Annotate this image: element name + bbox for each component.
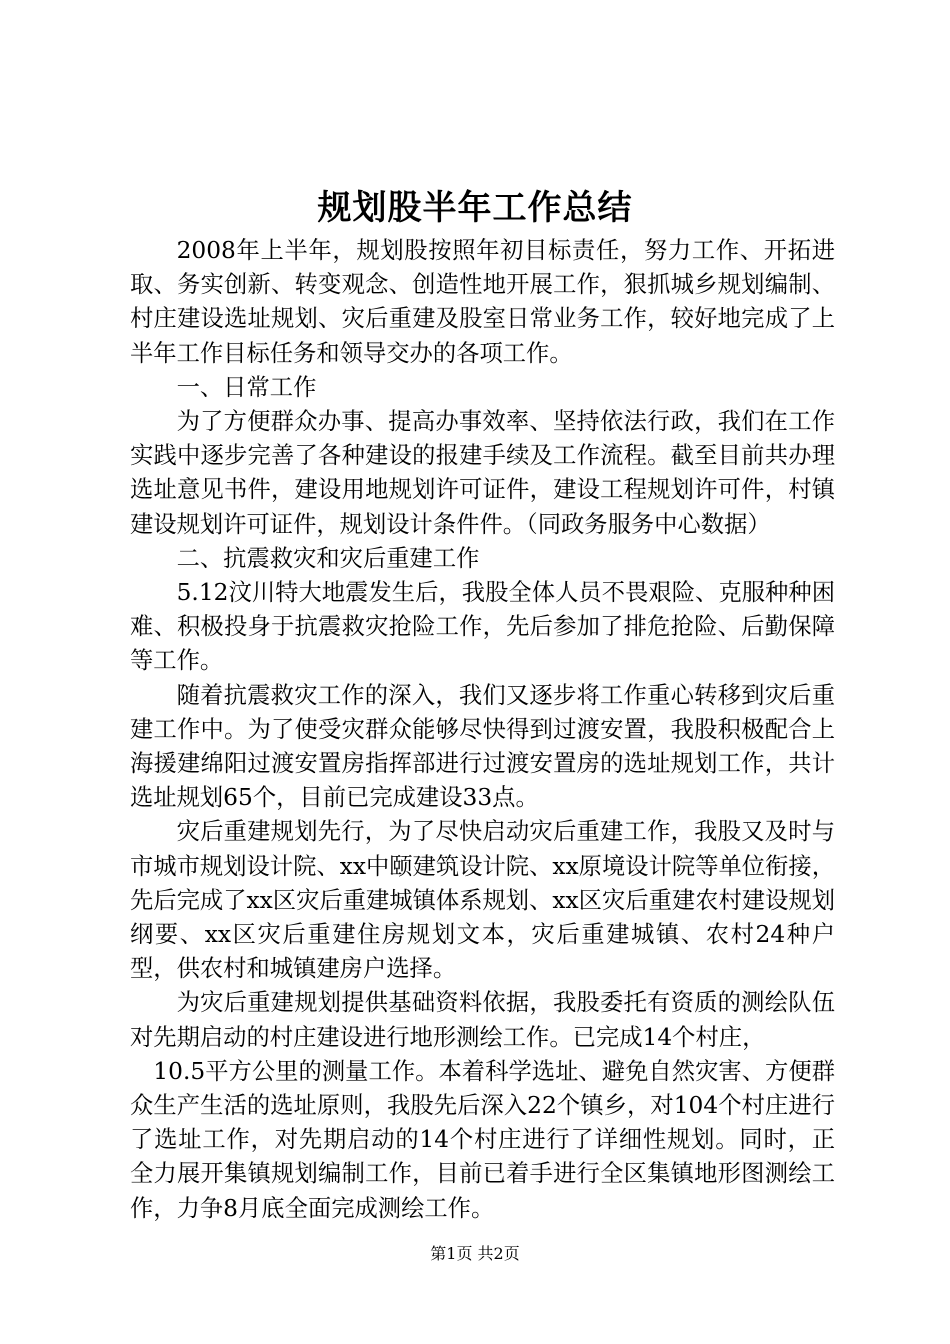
paragraph-daily-work: 为了方便群众办事、提高办事效率、坚持依法行政，我们在工作实践中逐步完善了各种建设的报建手续及工作流程。截至目前共办理选址意见书件，建设用地规划许可证件，建设工程规划许可件，村镇建设规划许可证件，规划设计条件件。（同政务服务中心数据）: [130, 408, 835, 538]
document-title: 规划股半年工作总结: [317, 188, 633, 228]
section-heading-daily-work: 一、日常工作: [176, 373, 317, 401]
page-footer: 第1页 共2页: [430, 1244, 520, 1263]
document-body: [130, 234, 835, 1226]
section-heading-earthquake-relief: 二、抗震救灾和灾后重建工作: [176, 544, 480, 572]
paragraph-reconstruction-planning: 灾后重建规划先行，为了尽快启动灾后重建工作，我股又及时与市城市规划设计院、xx中颐建筑设计院、xx原境设计院等单位衔接，先后完成了xx区灾后重建城镇体系规划、xx区灾后重建农村建设规划纲要、xx区灾后重建住房规划文本，灾后重建城镇、农村24种户型，供农村和城镇建房户选择。: [130, 818, 835, 983]
paragraph-earthquake-response: 5.12汶川特大地震发生后，我股全体人员不畏艰险、克服种种困难、积极投身于抗震救灾抢险工作，先后参加了排危抢险、后勤保障等工作。: [130, 579, 835, 675]
paragraph-transitional-housing: 随着抗震救灾工作的深入，我们又逐步将工作重心转移到灾后重建工作中。为了使受灾群众能够尽快得到过渡安置，我股积极配合上海援建绵阳过渡安置房指挥部进行过渡安置房的选址规划工作，共计选址规划65个，目前已完成建设33点。: [130, 681, 835, 812]
paragraph-intro: 2008年上半年，规划股按照年初目标责任，努力工作、开拓进取、务实创新、转变观念、创造性地开展工作，狠抓城乡规划编制、村庄建设选址规划、灾后重建及股室日常业务工作，较好地完成了上半年工作目标任务和领导交办的各项工作。: [130, 237, 835, 367]
paragraph-site-selection: 10.5平方公里的测量工作。本着科学选址、避免自然灾害、方便群众生产生活的选址原则，我股先后深入22个镇乡，对104个村庄进行了选址工作，对先期启动的14个村庄进行了详细性规划。同时，正全力展开集镇规划编制工作，目前已着手进行全区集镇地形图测绘工作，力争8月底全面完成测绘工作。: [130, 1057, 835, 1222]
paragraph-survey-mapping: 为灾后重建规划提供基础资料依据，我股委托有资质的测绘队伍对先期启动的村庄建设进行地形测绘工作。已完成14个村庄，: [130, 989, 835, 1051]
